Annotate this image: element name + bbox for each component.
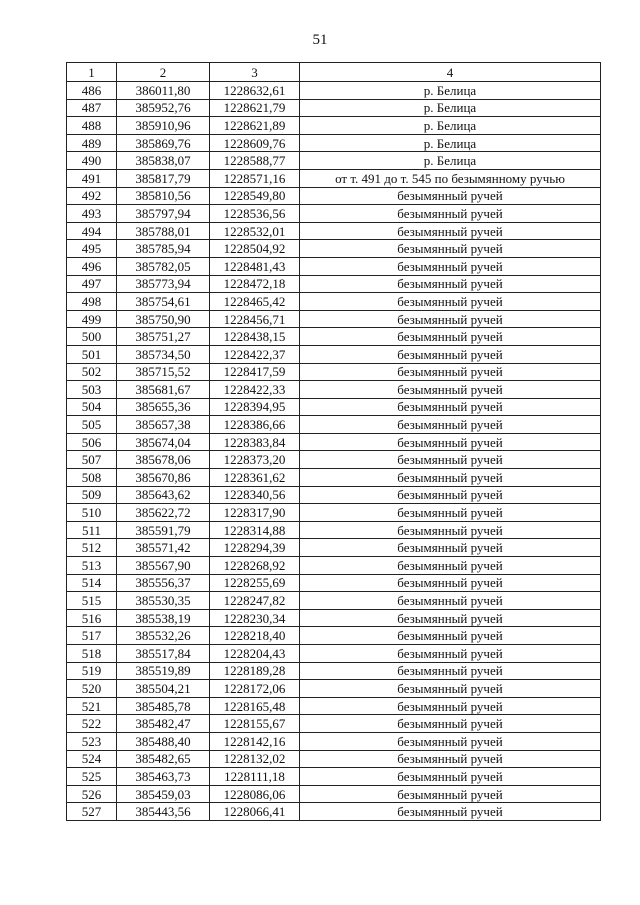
description-cell: безымянный ручей [300,416,601,434]
point-number-cell: 506 [67,433,117,451]
y-coordinate-cell: 1228314,88 [210,521,300,539]
y-coordinate-cell: 1228142,16 [210,732,300,750]
table-row [67,310,601,328]
point-number-cell: 516 [67,609,117,627]
x-coordinate-cell: 385788,01 [117,222,210,240]
x-coordinate-cell: 385517,84 [117,645,210,663]
x-coordinate-cell: 385670,86 [117,469,210,487]
point-number-cell: 520 [67,680,117,698]
x-coordinate-cell: 385591,79 [117,521,210,539]
point-number-cell: 512 [67,539,117,557]
x-coordinate-cell: 385532,26 [117,627,210,645]
table-row [67,187,601,205]
point-number-cell: 518 [67,645,117,663]
x-coordinate-cell: 385655,36 [117,398,210,416]
coordinates-table [66,62,601,821]
x-coordinate-cell: 385754,61 [117,293,210,311]
description-cell: безымянный ручей [300,627,601,645]
table-row [67,715,601,733]
y-coordinate-cell: 1228465,42 [210,293,300,311]
point-number-cell: 523 [67,732,117,750]
point-number-cell: 492 [67,187,117,205]
description-cell: безымянный ручей [300,293,601,311]
table-row [67,416,601,434]
point-number-cell: 517 [67,627,117,645]
x-coordinate-cell: 385785,94 [117,240,210,258]
y-coordinate-cell: 1228456,71 [210,310,300,328]
page-number: 51 [312,32,328,48]
table-row [67,645,601,663]
point-number-cell: 509 [67,486,117,504]
x-coordinate-cell: 385530,35 [117,592,210,610]
point-number-cell: 487 [67,99,117,117]
point-number-cell: 522 [67,715,117,733]
description-cell: безымянный ручей [300,451,601,469]
point-number-cell: 519 [67,662,117,680]
description-cell: безымянный ручей [300,398,601,416]
x-coordinate-cell: 385681,67 [117,381,210,399]
x-coordinate-cell: 385571,42 [117,539,210,557]
x-coordinate-cell: 385482,47 [117,715,210,733]
description-cell: безымянный ручей [300,715,601,733]
description-cell: р. Белица [300,99,601,117]
point-number-cell: 502 [67,363,117,381]
table-row [67,134,601,152]
x-coordinate-cell: 385810,56 [117,187,210,205]
point-number-cell: 526 [67,785,117,803]
x-coordinate-cell: 385567,90 [117,557,210,575]
x-coordinate-cell: 385817,79 [117,169,210,187]
description-cell: безымянный ручей [300,205,601,223]
table-row [67,117,601,135]
x-coordinate-cell: 385869,76 [117,134,210,152]
y-coordinate-cell: 1228373,20 [210,451,300,469]
table-row [67,222,601,240]
description-cell: р. Белица [300,152,601,170]
x-coordinate-cell: 385751,27 [117,328,210,346]
table-row [67,680,601,698]
x-coordinate-cell: 385782,05 [117,257,210,275]
y-coordinate-cell: 1228383,84 [210,433,300,451]
header-description: 4 [300,63,601,82]
point-number-cell: 514 [67,574,117,592]
x-coordinate-cell: 385838,07 [117,152,210,170]
table-row [67,504,601,522]
point-number-cell: 521 [67,697,117,715]
y-coordinate-cell: 1228481,43 [210,257,300,275]
x-coordinate-cell: 385504,21 [117,680,210,698]
description-cell: безымянный ручей [300,592,601,610]
y-coordinate-cell: 1228549,80 [210,187,300,205]
point-number-cell: 500 [67,328,117,346]
y-coordinate-cell: 1228386,66 [210,416,300,434]
point-number-cell: 499 [67,310,117,328]
y-coordinate-cell: 1228204,43 [210,645,300,663]
table-row [67,275,601,293]
x-coordinate-cell: 385750,90 [117,310,210,328]
description-cell: безымянный ручей [300,275,601,293]
point-number-cell: 504 [67,398,117,416]
table-row [67,240,601,258]
y-coordinate-cell: 1228532,01 [210,222,300,240]
table-row [67,750,601,768]
description-cell: безымянный ручей [300,222,601,240]
description-cell: безымянный ручей [300,328,601,346]
description-cell: безымянный ручей [300,257,601,275]
description-cell: безымянный ручей [300,521,601,539]
table-row [67,451,601,469]
table-header [67,63,601,82]
x-coordinate-cell: 385715,52 [117,363,210,381]
y-coordinate-cell: 1228294,39 [210,539,300,557]
point-number-cell: 527 [67,803,117,821]
y-coordinate-cell: 1228218,40 [210,627,300,645]
description-cell: безымянный ручей [300,381,601,399]
y-coordinate-cell: 1228417,59 [210,363,300,381]
y-coordinate-cell: 1228340,56 [210,486,300,504]
description-cell: р. Белица [300,134,601,152]
description-cell: безымянный ручей [300,768,601,786]
x-coordinate-cell: 385910,96 [117,117,210,135]
description-cell: безымянный ручей [300,345,601,363]
y-coordinate-cell: 1228066,41 [210,803,300,821]
description-cell: безымянный ручей [300,732,601,750]
y-coordinate-cell: 1228111,18 [210,768,300,786]
description-cell: безымянный ручей [300,504,601,522]
table-row [67,592,601,610]
x-coordinate-cell: 385678,06 [117,451,210,469]
table-row [67,381,601,399]
table-row [67,433,601,451]
y-coordinate-cell: 1228438,15 [210,328,300,346]
point-number-cell: 525 [67,768,117,786]
table-row [67,662,601,680]
description-cell: безымянный ручей [300,433,601,451]
description-cell: безымянный ручей [300,557,601,575]
header-x-coordinate: 2 [117,63,210,82]
x-coordinate-cell: 386011,80 [117,82,210,100]
table-row [67,521,601,539]
y-coordinate-cell: 1228086,06 [210,785,300,803]
point-number-cell: 501 [67,345,117,363]
description-cell: безымянный ручей [300,469,601,487]
point-number-cell: 513 [67,557,117,575]
y-coordinate-cell: 1228394,95 [210,398,300,416]
description-cell: безымянный ручей [300,363,601,381]
table-row [67,486,601,504]
x-coordinate-cell: 385734,50 [117,345,210,363]
point-number-cell: 505 [67,416,117,434]
y-coordinate-cell: 1228172,06 [210,680,300,698]
y-coordinate-cell: 1228422,33 [210,381,300,399]
table-row [67,732,601,750]
y-coordinate-cell: 1228536,56 [210,205,300,223]
x-coordinate-cell: 385459,03 [117,785,210,803]
y-coordinate-cell: 1228247,82 [210,592,300,610]
point-number-cell: 503 [67,381,117,399]
table-row [67,768,601,786]
x-coordinate-cell: 385657,38 [117,416,210,434]
table-row [67,169,601,187]
x-coordinate-cell: 385952,76 [117,99,210,117]
y-coordinate-cell: 1228504,92 [210,240,300,258]
y-coordinate-cell: 1228155,67 [210,715,300,733]
header-point-number: 1 [67,63,117,82]
y-coordinate-cell: 1228472,18 [210,275,300,293]
description-cell: безымянный ручей [300,240,601,258]
table-row [67,152,601,170]
x-coordinate-cell: 385538,19 [117,609,210,627]
y-coordinate-cell: 1228588,77 [210,152,300,170]
description-cell: безымянный ручей [300,645,601,663]
x-coordinate-cell: 385773,94 [117,275,210,293]
x-coordinate-cell: 385519,89 [117,662,210,680]
x-coordinate-cell: 385797,94 [117,205,210,223]
y-coordinate-cell: 1228609,76 [210,134,300,152]
description-cell: безымянный ручей [300,187,601,205]
description-cell: безымянный ручей [300,785,601,803]
point-number-cell: 486 [67,82,117,100]
table-row [67,99,601,117]
description-cell: безымянный ручей [300,310,601,328]
table-row [67,82,601,100]
table-row [67,469,601,487]
table-row [67,803,601,821]
table-row [67,345,601,363]
point-number-cell: 510 [67,504,117,522]
description-cell: р. Белица [300,82,601,100]
point-number-cell: 494 [67,222,117,240]
x-coordinate-cell: 385485,78 [117,697,210,715]
x-coordinate-cell: 385556,37 [117,574,210,592]
y-coordinate-cell: 1228165,48 [210,697,300,715]
point-number-cell: 495 [67,240,117,258]
description-cell: безымянный ручей [300,539,601,557]
y-coordinate-cell: 1228571,16 [210,169,300,187]
table-row [67,293,601,311]
y-coordinate-cell: 1228621,89 [210,117,300,135]
y-coordinate-cell: 1228132,02 [210,750,300,768]
description-cell: безымянный ручей [300,680,601,698]
y-coordinate-cell: 1228632,61 [210,82,300,100]
x-coordinate-cell: 385643,62 [117,486,210,504]
description-cell: безымянный ручей [300,803,601,821]
point-number-cell: 507 [67,451,117,469]
table-row [67,328,601,346]
header-y-coordinate: 3 [210,63,300,82]
point-number-cell: 524 [67,750,117,768]
point-number-cell: 496 [67,257,117,275]
point-number-cell: 515 [67,592,117,610]
x-coordinate-cell: 385622,72 [117,504,210,522]
point-number-cell: 491 [67,169,117,187]
y-coordinate-cell: 1228422,37 [210,345,300,363]
table-row [67,609,601,627]
y-coordinate-cell: 1228317,90 [210,504,300,522]
description-cell: безымянный ручей [300,609,601,627]
description-cell: безымянный ручей [300,574,601,592]
table-row [67,398,601,416]
table-row [67,557,601,575]
point-number-cell: 490 [67,152,117,170]
description-cell: безымянный ручей [300,750,601,768]
table-row [67,539,601,557]
x-coordinate-cell: 385488,40 [117,732,210,750]
point-number-cell: 508 [67,469,117,487]
y-coordinate-cell: 1228621,79 [210,99,300,117]
description-cell: безымянный ручей [300,662,601,680]
point-number-cell: 488 [67,117,117,135]
table-row [67,785,601,803]
table-row [67,205,601,223]
description-cell: безымянный ручей [300,486,601,504]
y-coordinate-cell: 1228361,62 [210,469,300,487]
point-number-cell: 498 [67,293,117,311]
description-cell: безымянный ручей [300,697,601,715]
y-coordinate-cell: 1228230,34 [210,609,300,627]
point-number-cell: 511 [67,521,117,539]
table-row [67,697,601,715]
x-coordinate-cell: 385443,56 [117,803,210,821]
y-coordinate-cell: 1228268,92 [210,557,300,575]
table-row [67,363,601,381]
header-row [67,63,601,82]
point-number-cell: 489 [67,134,117,152]
point-number-cell: 497 [67,275,117,293]
table-row [67,574,601,592]
point-number-cell: 493 [67,205,117,223]
y-coordinate-cell: 1228255,69 [210,574,300,592]
table-row [67,257,601,275]
description-cell: р. Белица [300,117,601,135]
x-coordinate-cell: 385463,73 [117,768,210,786]
x-coordinate-cell: 385482,65 [117,750,210,768]
table-row [67,627,601,645]
y-coordinate-cell: 1228189,28 [210,662,300,680]
x-coordinate-cell: 385674,04 [117,433,210,451]
description-cell: от т. 491 до т. 545 по безымянному ручью [300,169,601,187]
table-body [67,82,601,821]
